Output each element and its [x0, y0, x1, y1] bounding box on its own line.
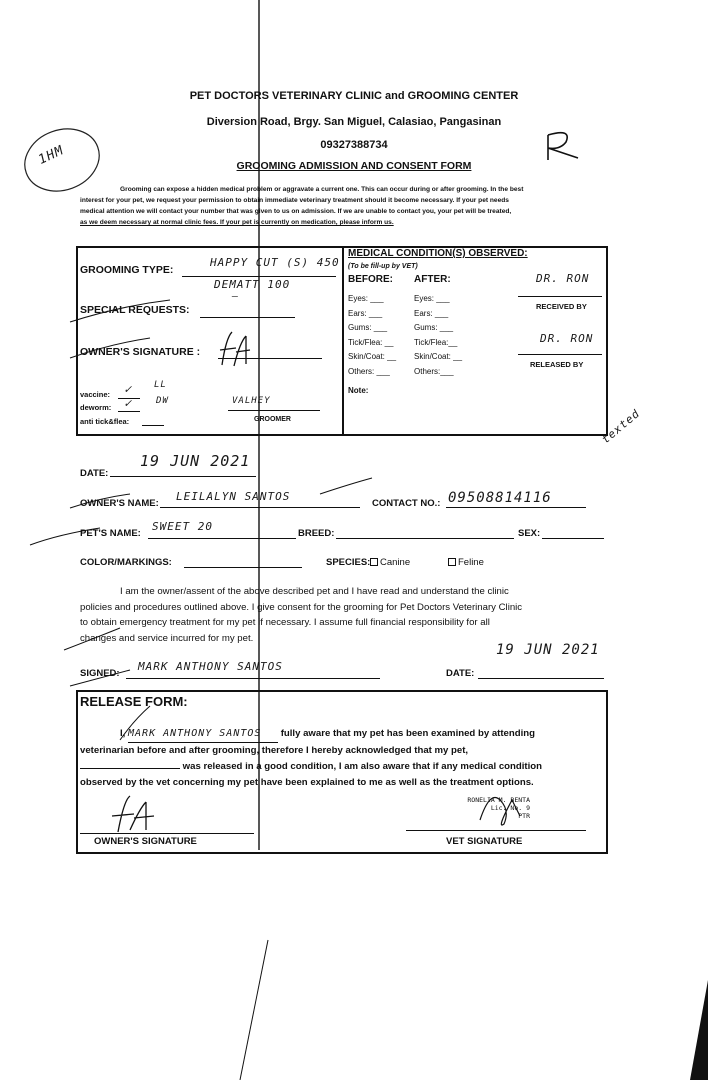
clinic-name: PET DOCTORS VETERINARY CLINIC and GROOMING CENTER: [189, 90, 519, 102]
release-line-3: [80, 758, 608, 775]
release-title: RELEASE FORM:: [80, 694, 188, 709]
pet-name-label: PET'S NAME:: [80, 528, 141, 539]
contact-line[interactable]: [446, 507, 586, 508]
consent-line: to obtain emergency treatment for my pet if necessary. I assume full financial responsibility for all: [80, 617, 490, 628]
after-item: Gums: ___: [414, 323, 454, 332]
before-label: BEFORE:: [348, 274, 393, 285]
canine-checkbox[interactable]: [370, 558, 378, 566]
deworm-check-icon: ✓: [124, 396, 133, 410]
after-list: [414, 292, 462, 379]
species-label: SPECIES:: [326, 557, 371, 568]
groomer-line: [228, 410, 320, 411]
grooming-type-label: GROOMING TYPE:: [80, 264, 174, 276]
deworm-note: DW: [156, 396, 169, 406]
grooming-type-value-1: HAPPY CUT (S) 450: [210, 256, 340, 269]
owner-signature-line[interactable]: [218, 358, 322, 359]
deworm-label: deworm:: [80, 403, 112, 412]
release-i: I,: [120, 728, 126, 739]
date-value: 19 JUN 2021: [140, 452, 251, 470]
color-line[interactable]: [184, 567, 302, 568]
margin-note: texted: [599, 406, 643, 447]
pet-name-line[interactable]: [148, 538, 296, 539]
vaccine-note: LL: [154, 380, 167, 390]
owner-name-value: LEILALYN SANTOS: [176, 490, 291, 503]
groomer-name: VALHEY: [232, 396, 271, 406]
release-text-2: veterinarian before and after grooming, therefore I hereby acknowledged that my pet,: [80, 744, 469, 756]
released-by-label: RELEASED BY: [530, 360, 584, 369]
intro-line: Grooming can expose a hidden medical problem or aggravate a current one. This can occur during or after grooming. In the best: [120, 186, 524, 193]
antitick-line: [142, 425, 164, 426]
color-label: COLOR/MARKINGS:: [80, 557, 172, 568]
consent-line: policies and procedures outlined above. I give consent for the grooming for Pet Doctors Veterinary Clinic: [80, 601, 523, 613]
owner-name-label: OWNER'S NAME:: [80, 498, 159, 509]
owner-sig-line[interactable]: [80, 833, 254, 834]
owner-signature-label: OWNER'S SIGNATURE :: [80, 346, 201, 358]
feline-checkbox[interactable]: [448, 558, 456, 566]
owner-sig-label: OWNER'S SIGNATURE: [94, 836, 197, 847]
release-text-3: was released in a good condition, I am also aware that if any medical condition: [182, 761, 542, 772]
consent-line: changes and service incurred for my pet.: [80, 632, 254, 644]
signed-label: SIGNED:: [80, 668, 120, 679]
contact-value: 09508814116: [448, 490, 552, 506]
medical-subtitle: (To be fill-up by VET): [348, 263, 418, 270]
breed-line[interactable]: [336, 538, 514, 539]
canine-label: Canine: [380, 557, 411, 568]
feline-option[interactable]: [448, 557, 484, 568]
sex-label: SEX:: [518, 528, 541, 539]
vet-stamp-ptr: PTR: [518, 812, 530, 820]
intro-line: interest for your pet, we request your permission to obtain immediate veterinary treatment should it become necessary. If your pet needs: [80, 197, 509, 204]
vet-sig-line[interactable]: [406, 830, 586, 831]
grooming-type-line: [182, 276, 336, 277]
consent-paragraph: [80, 584, 608, 646]
received-by-line: [518, 296, 602, 297]
intro-line: as we deem necessary at normal clinic fees. If your pet is currently on medication, please inform us.: [80, 219, 394, 226]
before-item: Eyes: ___: [348, 294, 384, 303]
grooming-type-value-2: DEMATT 100: [214, 278, 291, 291]
sex-line[interactable]: [542, 538, 604, 539]
owner-name-line[interactable]: [160, 507, 360, 508]
received-by-label: RECEIVED BY: [536, 302, 587, 311]
release-text-1: fully aware that my pet has been examined by attending: [280, 728, 535, 739]
after-item: Eyes: ___: [414, 294, 450, 303]
signed-line[interactable]: [126, 678, 380, 679]
date-label: DATE:: [80, 468, 109, 479]
before-item: Tick/Flea: __: [348, 337, 394, 347]
medical-title: MEDICAL CONDITION(S) OBSERVED:: [348, 248, 528, 259]
date-line[interactable]: [110, 476, 256, 477]
special-requests-value: —: [232, 291, 240, 302]
release-paragraph: [80, 726, 608, 790]
released-by-line: [518, 354, 602, 355]
contact-label: CONTACT NO.:: [372, 498, 441, 509]
breed-label: BREED:: [298, 528, 335, 539]
antitick-label: anti tick&flea:: [80, 417, 130, 426]
release-text-4: observed by the vet concerning my pet have been explained to me as well as the treatment options.: [80, 776, 534, 788]
intro-line: medical attention we will contact your number that was given to us on admission. If we are unable to contact you, your pet will be treated,: [80, 208, 512, 215]
before-item: Skin/Coat: __: [348, 352, 397, 361]
consent-date-label: DATE:: [446, 668, 475, 679]
vet-stamp: [440, 796, 530, 820]
special-requests-line: [200, 317, 295, 318]
after-item: Skin/Coat: __: [414, 352, 463, 361]
corner-shadow: [690, 980, 708, 1080]
canine-option[interactable]: [370, 557, 410, 568]
released-by-name: DR. RON: [540, 332, 594, 345]
vaccine-label: vaccine:: [80, 390, 111, 399]
vet-stamp-name: RONELIA M. BENTA: [467, 796, 530, 804]
special-requests-label: SPECIAL REQUESTS:: [80, 304, 190, 316]
vaccine-check-icon: ✓: [124, 382, 133, 396]
release-pet-blank[interactable]: [80, 758, 180, 769]
after-item: Tick/Flea:__: [414, 337, 458, 347]
vet-sig-label: VET SIGNATURE: [446, 836, 523, 847]
before-item: Gums: ___: [348, 323, 388, 332]
after-item: Others:___: [414, 366, 454, 376]
before-item: Ears: ___: [348, 308, 383, 318]
after-item: Ears: ___: [414, 308, 449, 318]
release-line-1: [80, 726, 608, 743]
intro-paragraph: [80, 184, 608, 228]
strike-contact: [320, 478, 372, 494]
groomer-label: GROOMER: [254, 416, 291, 423]
before-item: Others: ___: [348, 366, 390, 376]
form-title: GROOMING ADMISSION AND CONSENT FORM: [236, 160, 472, 172]
consent-date-line[interactable]: [478, 678, 604, 679]
clinic-phone: 09327388734: [320, 139, 388, 151]
feline-label: Feline: [458, 557, 484, 568]
note-label: Note:: [348, 386, 369, 395]
release-name-value[interactable]: MARK ANTHONY SANTOS: [128, 726, 278, 743]
deworm-line: [118, 411, 140, 412]
clinic-address: Diversion Road, Brgy. San Miguel, Calasiao, Pangasinan: [206, 116, 502, 128]
consent-line: I am the owner/assent of the above described pet and I have read and understand the clinic: [120, 586, 509, 597]
circled-annotation: 1HM: [36, 143, 67, 168]
pet-name-value: SWEET 20: [152, 520, 213, 533]
before-list: [348, 292, 396, 379]
consent-date-value: 19 JUN 2021: [496, 642, 600, 658]
bottom-diagonal: [240, 940, 268, 1080]
signed-value: MARK ANTHONY SANTOS: [138, 660, 283, 673]
received-by-name: DR. RON: [536, 272, 590, 285]
vet-stamp-lic: Lic. No. 9: [490, 804, 530, 812]
after-label: AFTER:: [414, 274, 451, 285]
